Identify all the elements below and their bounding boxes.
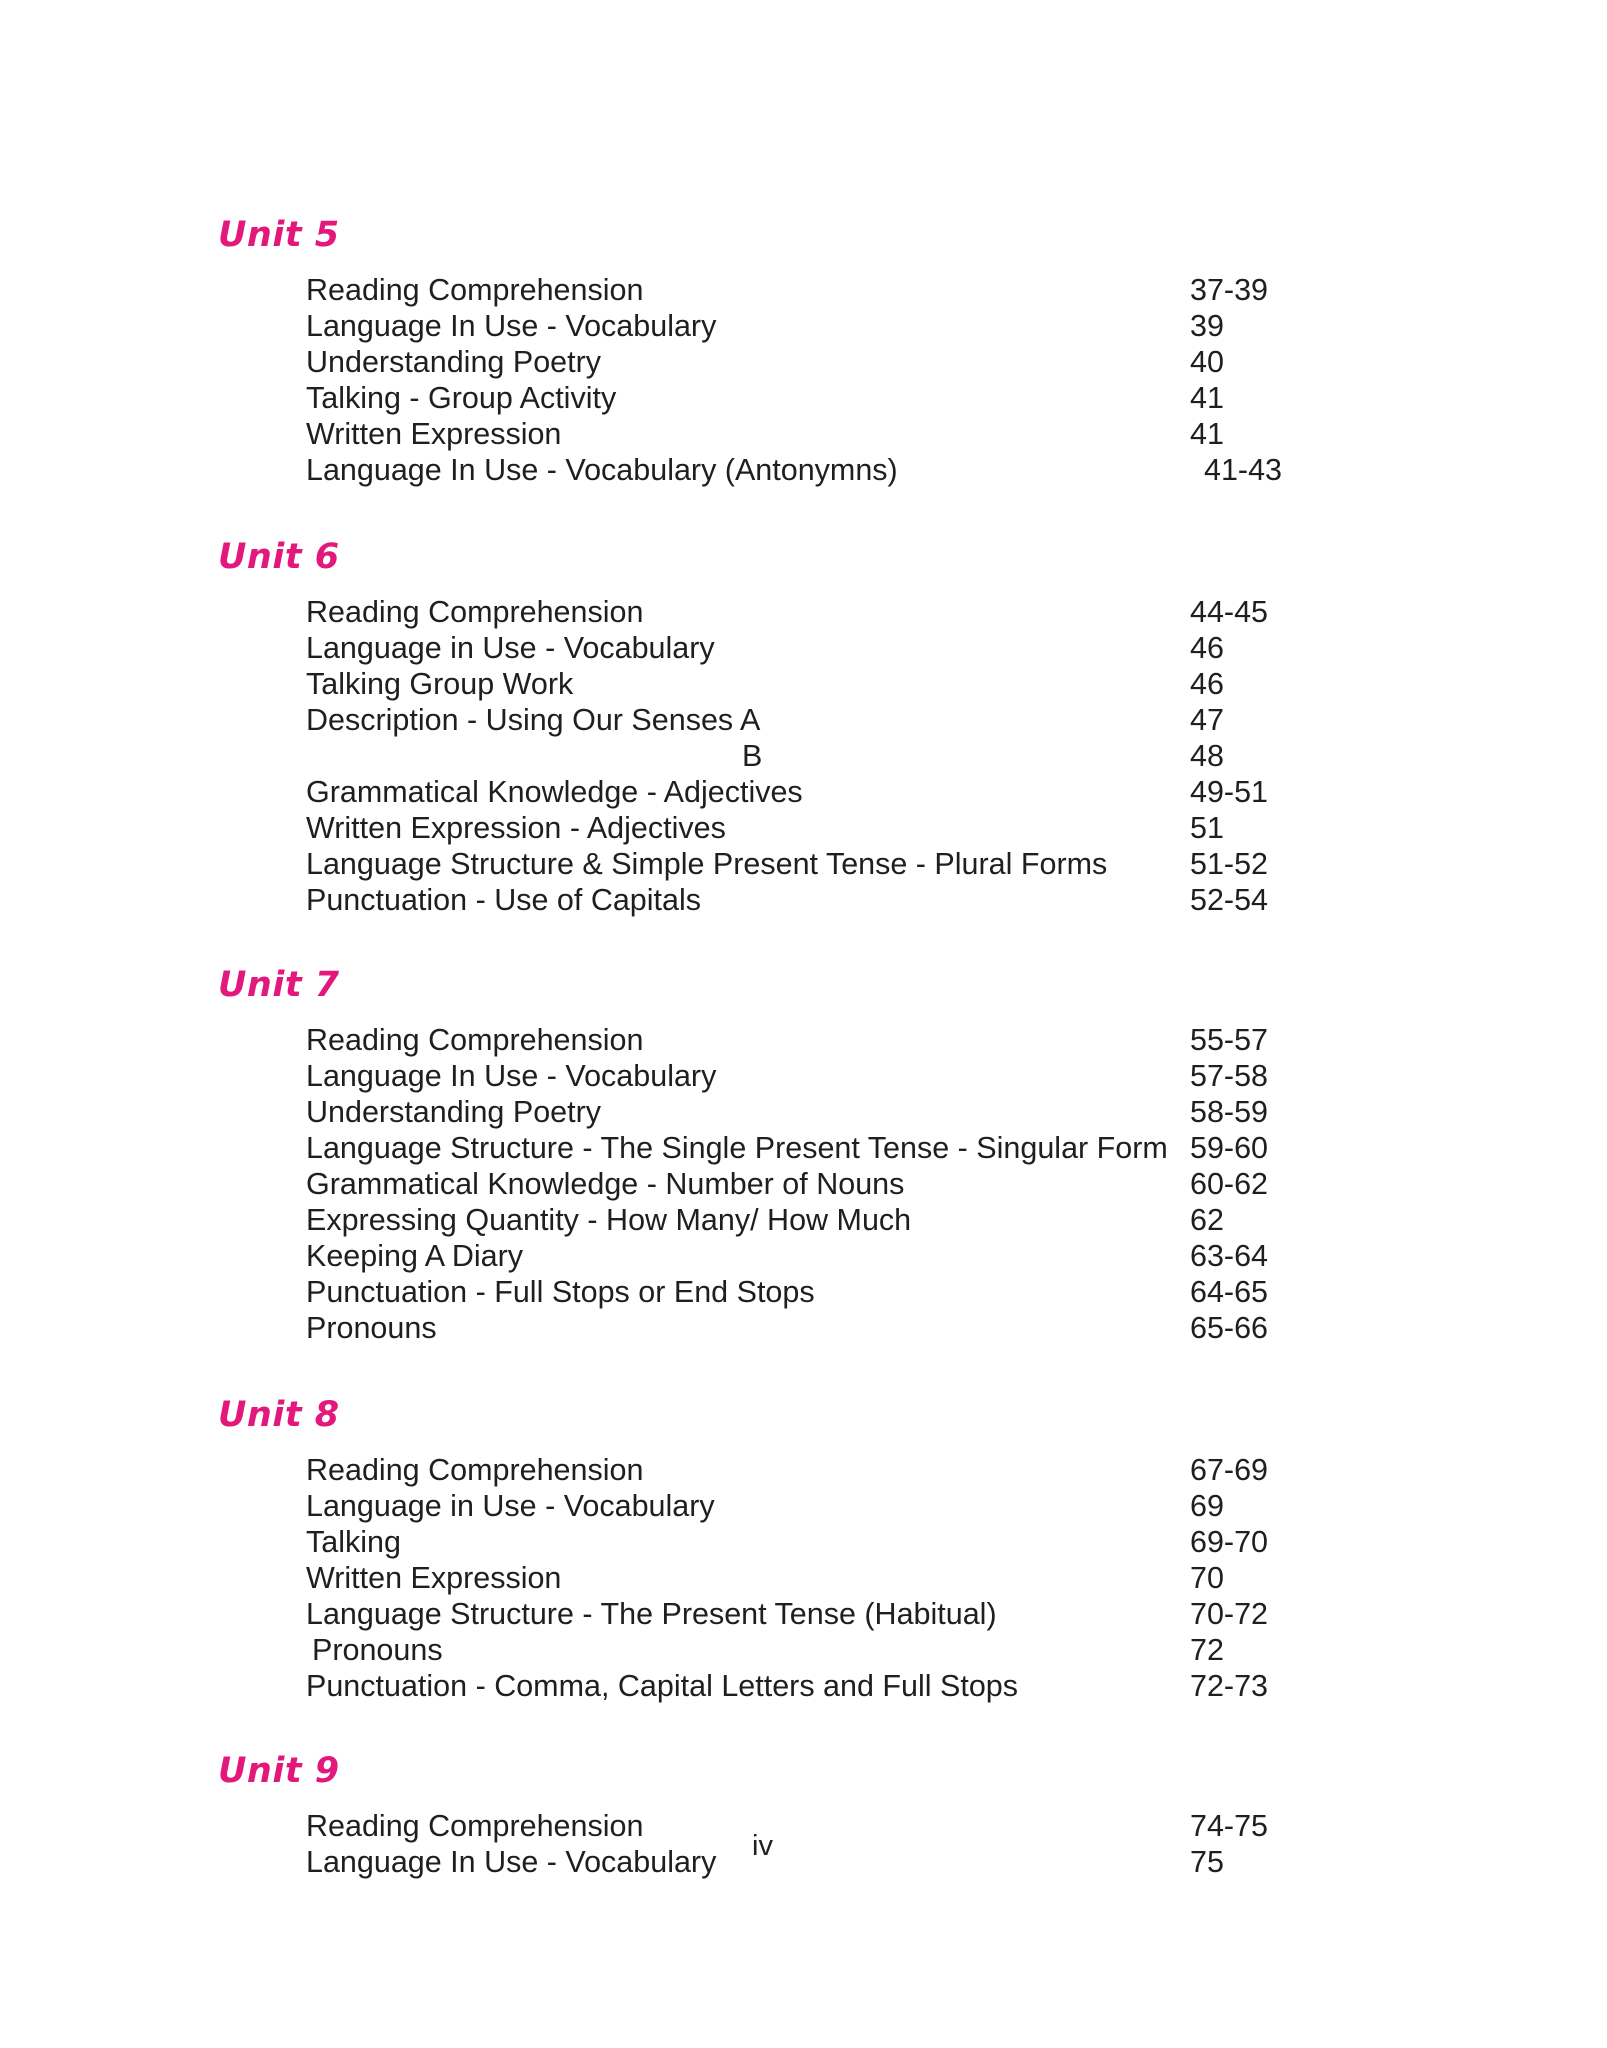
toc-entry-page-number: 67-69 <box>1190 1453 1269 1487</box>
toc-entry-page-number: 47 <box>1190 703 1224 737</box>
toc-entry-title: Language Structure - The Single Present Tense - Singular Form <box>306 1131 1168 1165</box>
heading-spacer <box>0 1438 1607 1452</box>
toc-entry-title: Language In Use - Vocabulary <box>306 309 717 343</box>
toc-entry-title: Expressing Quantity - How Many/ How Much <box>306 1203 912 1237</box>
toc-entry-title: Reading Comprehension <box>306 1809 644 1843</box>
toc-entry-page-number: 72 <box>1190 1633 1224 1667</box>
unit-heading: Unit 7 <box>218 965 340 1005</box>
unit-heading: Unit 9 <box>218 1751 340 1791</box>
toc-entry-page-number: 74-75 <box>1190 1809 1269 1843</box>
folio-number: iv <box>752 1830 773 1862</box>
heading-spacer <box>0 1794 1607 1808</box>
toc-entry-page-number: 63-64 <box>1190 1239 1269 1273</box>
toc-entry[interactable] <box>0 308 1607 344</box>
toc-entry-page-number: 41-43 <box>1204 453 1283 487</box>
heading-spacer <box>0 1008 1607 1022</box>
toc-entry-title: Punctuation - Use of Capitals <box>306 883 702 917</box>
toc-entry-title: Reading Comprehension <box>306 273 644 307</box>
toc-entry-title: B <box>742 739 763 773</box>
unit-entry-list <box>0 1452 1607 1704</box>
toc-entry[interactable] <box>0 452 1607 488</box>
toc-entry-title: Reading Comprehension <box>306 1453 644 1487</box>
toc-entry[interactable] <box>0 1524 1607 1560</box>
unit-entry-list <box>0 594 1607 918</box>
toc-entry-title: Understanding Poetry <box>306 345 602 379</box>
toc-entry[interactable] <box>0 774 1607 810</box>
toc-entry[interactable] <box>0 1274 1607 1310</box>
toc-entry-page-number: 70-72 <box>1190 1597 1269 1631</box>
toc-entry[interactable] <box>0 1130 1607 1166</box>
unit-block <box>0 1392 1607 1748</box>
toc-entry-page-number: 48 <box>1190 739 1224 773</box>
toc-entry-title: Grammatical Knowledge - Adjectives <box>306 775 803 809</box>
toc-entry-page-number: 41 <box>1190 417 1224 451</box>
toc-entry[interactable] <box>0 1632 1607 1668</box>
toc-entry-title: Grammatical Knowledge - Number of Nouns <box>306 1167 905 1201</box>
toc-entry[interactable] <box>0 1238 1607 1274</box>
toc-entry[interactable] <box>0 1166 1607 1202</box>
toc-entry[interactable] <box>0 1022 1607 1058</box>
heading-spacer <box>0 258 1607 272</box>
unit-gap <box>0 1704 1607 1748</box>
toc-entry-title: Reading Comprehension <box>306 1023 644 1057</box>
toc-entry-page-number: 70 <box>1190 1561 1224 1595</box>
toc-entry-title: Talking <box>306 1525 401 1559</box>
toc-entry-title: Language In Use - Vocabulary <box>306 1059 717 1093</box>
toc-entry-title: Written Expression <box>306 417 562 451</box>
toc-entry-page-number: 46 <box>1190 667 1224 701</box>
unit-gap <box>0 1346 1607 1392</box>
toc-entry-title: Talking - Group Activity <box>306 381 617 415</box>
toc-entry-title: Written Expression - Adjectives <box>306 811 726 845</box>
toc-entry-page-number: 62 <box>1190 1203 1224 1237</box>
toc-entry-title: Keeping A Diary <box>306 1239 524 1273</box>
unit-gap <box>0 488 1607 534</box>
unit-block <box>0 962 1607 1392</box>
toc-entry[interactable] <box>0 1488 1607 1524</box>
toc-entry-title: Pronouns <box>306 1311 437 1345</box>
toc-entry-page-number: 69 <box>1190 1489 1224 1523</box>
toc-entry-title: Written Expression <box>306 1561 562 1595</box>
toc-entry[interactable] <box>0 666 1607 702</box>
table-of-contents <box>0 212 1607 1880</box>
toc-entry-title: Punctuation - Comma, Capital Letters and Full Stops <box>306 1669 1019 1703</box>
toc-entry[interactable] <box>0 810 1607 846</box>
toc-entry[interactable] <box>0 416 1607 452</box>
toc-entry[interactable] <box>0 738 1607 774</box>
toc-entry-title: Language In Use - Vocabulary (Antonymns) <box>306 453 898 487</box>
unit-heading: Unit 8 <box>218 1395 340 1435</box>
toc-entry-page-number: 46 <box>1190 631 1224 665</box>
toc-entry[interactable] <box>0 630 1607 666</box>
toc-entry-page-number: 58-59 <box>1190 1095 1269 1129</box>
toc-entry[interactable] <box>0 1094 1607 1130</box>
toc-entry-title: Language Structure - The Present Tense (Habitual) <box>306 1597 997 1631</box>
toc-entry-page-number: 72-73 <box>1190 1669 1269 1703</box>
toc-entry[interactable] <box>0 272 1607 308</box>
toc-entry[interactable] <box>0 1668 1607 1704</box>
toc-entry-page-number: 55-57 <box>1190 1023 1269 1057</box>
unit-gap <box>0 918 1607 962</box>
toc-entry-title: Language Structure & Simple Present Tense - Plural Forms <box>306 847 1108 881</box>
toc-entry[interactable] <box>0 846 1607 882</box>
toc-entry[interactable] <box>0 1058 1607 1094</box>
toc-entry-title: Language in Use - Vocabulary <box>306 631 715 665</box>
unit-block <box>0 534 1607 962</box>
toc-entry-title: Language In Use - Vocabulary <box>306 1845 717 1879</box>
toc-entry[interactable] <box>0 380 1607 416</box>
toc-entry-page-number: 60-62 <box>1190 1167 1269 1201</box>
toc-entry[interactable] <box>0 1452 1607 1488</box>
toc-entry[interactable] <box>0 882 1607 918</box>
toc-entry-page-number: 59-60 <box>1190 1131 1269 1165</box>
toc-entry[interactable] <box>0 702 1607 738</box>
toc-entry-title: Understanding Poetry <box>306 1095 602 1129</box>
unit-entry-list <box>0 1022 1607 1346</box>
toc-entry[interactable] <box>0 1310 1607 1346</box>
toc-entry[interactable] <box>0 344 1607 380</box>
unit-entry-list <box>0 272 1607 488</box>
toc-entry-page-number: 37-39 <box>1190 273 1269 307</box>
toc-entry-page-number: 65-66 <box>1190 1311 1269 1345</box>
toc-entry-title: Punctuation - Full Stops or End Stops <box>306 1275 815 1309</box>
toc-entry-title: Talking Group Work <box>306 667 574 701</box>
toc-entry-page-number: 57-58 <box>1190 1059 1269 1093</box>
toc-entry-page-number: 44-45 <box>1190 595 1269 629</box>
unit-block <box>0 212 1607 534</box>
toc-entry-title: Language in Use - Vocabulary <box>306 1489 715 1523</box>
unit-heading: Unit 5 <box>218 215 340 255</box>
toc-entry[interactable] <box>0 1202 1607 1238</box>
toc-entry-page-number: 49-51 <box>1190 775 1269 809</box>
toc-entry-page-number: 39 <box>1190 309 1224 343</box>
toc-entry[interactable] <box>0 1596 1607 1632</box>
toc-entry[interactable] <box>0 1560 1607 1596</box>
toc-entry-page-number: 64-65 <box>1190 1275 1269 1309</box>
page-folio <box>0 1828 1607 1864</box>
heading-spacer <box>0 580 1607 594</box>
toc-entry-page-number: 51-52 <box>1190 847 1269 881</box>
toc-entry-title: Reading Comprehension <box>306 595 644 629</box>
unit-heading: Unit 6 <box>218 537 340 577</box>
toc-entry-page-number: 69-70 <box>1190 1525 1269 1559</box>
toc-entry-page-number: 75 <box>1190 1845 1224 1879</box>
toc-entry-title: Pronouns <box>312 1633 443 1667</box>
toc-entry-title: Description - Using Our Senses A <box>306 703 761 737</box>
toc-entry-page-number: 52-54 <box>1190 883 1269 917</box>
toc-entry-page-number: 40 <box>1190 345 1224 379</box>
toc-entry-page-number: 51 <box>1190 811 1224 845</box>
toc-entry-page-number: 41 <box>1190 381 1224 415</box>
toc-entry[interactable] <box>0 594 1607 630</box>
